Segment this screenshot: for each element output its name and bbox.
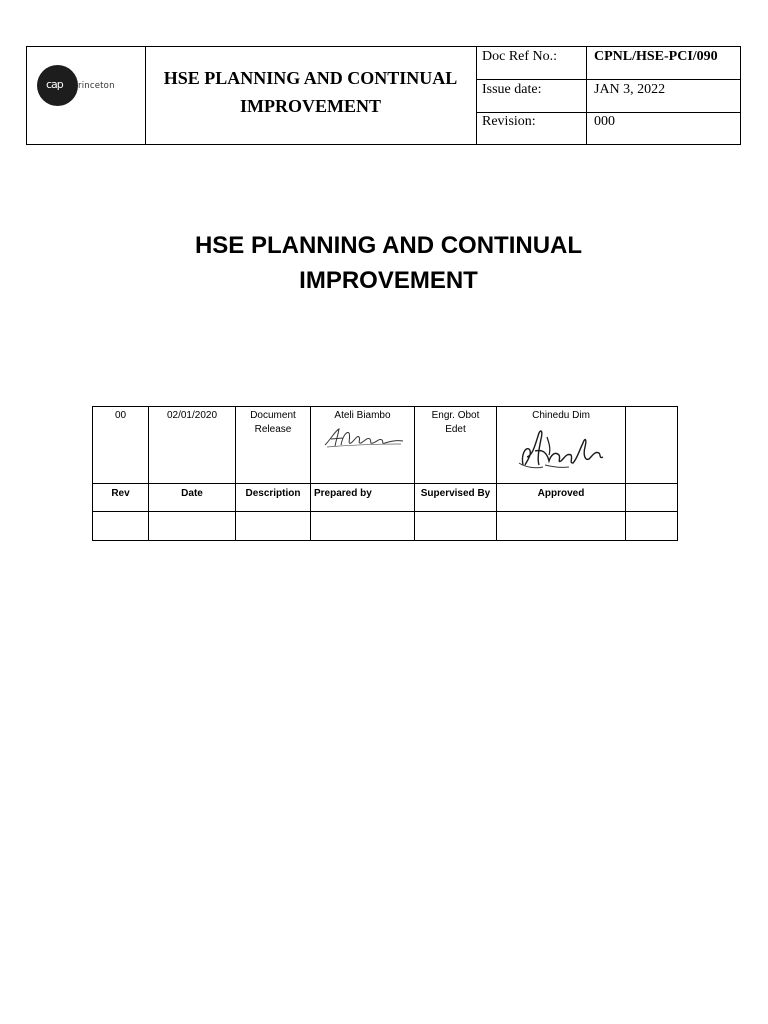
- header-approved: Approved: [497, 484, 626, 512]
- empty-cell: [149, 512, 236, 541]
- rev-cell: 00: [93, 407, 149, 484]
- header-prepared-by: Prepared by: [311, 484, 415, 512]
- revision-value: 000: [594, 114, 615, 129]
- empty-cell: [497, 512, 626, 541]
- date-cell: 02/01/2020: [149, 407, 236, 484]
- empty-cell: [311, 512, 415, 541]
- header-rev: Rev: [93, 484, 149, 512]
- document-header: [26, 46, 741, 145]
- signature-icon: [321, 425, 405, 451]
- signature-icon: [513, 425, 609, 471]
- header-title: HSE PLANNING AND CONTINUAL IMPROVEMENT: [163, 68, 458, 116]
- empty-cell: [626, 407, 678, 484]
- table-row: [93, 407, 678, 484]
- revision-table: [92, 406, 678, 541]
- issue-date-value: JAN 3, 2022: [594, 82, 666, 97]
- header-supervised-by: Supervised By: [415, 484, 497, 512]
- page-title-line-2: IMPROVEMENT: [299, 267, 478, 294]
- supervised-by-line-1: Engr. Obot: [431, 410, 480, 421]
- header-description: Description: [236, 484, 311, 512]
- header-date: Date: [149, 484, 236, 512]
- supervised-by-cell: [415, 407, 497, 484]
- prepared-by-name: Ateli Biambo: [334, 410, 391, 421]
- doc-ref-label: Doc Ref No.:: [476, 47, 587, 79]
- revision-row: [476, 112, 740, 145]
- header-empty: [626, 484, 678, 512]
- empty-cell: [415, 512, 497, 541]
- doc-ref-row: [476, 47, 740, 80]
- issue-date-label: Issue date:: [476, 80, 587, 112]
- description-line-1: Document: [250, 410, 296, 421]
- table-row: [93, 512, 678, 541]
- logo-cell: [27, 47, 146, 144]
- empty-cell: [236, 512, 311, 541]
- page-title-line-1: HSE PLANNING AND CONTINUAL: [194, 232, 583, 259]
- empty-cell: [626, 512, 678, 541]
- prepared-by-cell: [311, 407, 415, 484]
- logo-mark: cap: [46, 78, 63, 91]
- description-line-2: Release: [254, 424, 292, 435]
- logo-text: rinceton: [78, 81, 115, 91]
- revision-label: Revision:: [476, 112, 587, 145]
- description-cell: [236, 407, 311, 484]
- header-title-cell: [145, 47, 477, 144]
- issue-date-row: [476, 80, 740, 113]
- doc-ref-value: CPNL/HSE-PCI/090: [594, 49, 718, 64]
- empty-cell: [93, 512, 149, 541]
- table-header-row: [93, 484, 678, 512]
- approved-cell: [497, 407, 626, 484]
- approved-name: Chinedu Dim: [532, 410, 590, 421]
- document-meta: [476, 47, 740, 144]
- supervised-by-line-2: Edet: [445, 424, 466, 435]
- page-title: [0, 228, 768, 298]
- company-logo: [31, 49, 131, 121]
